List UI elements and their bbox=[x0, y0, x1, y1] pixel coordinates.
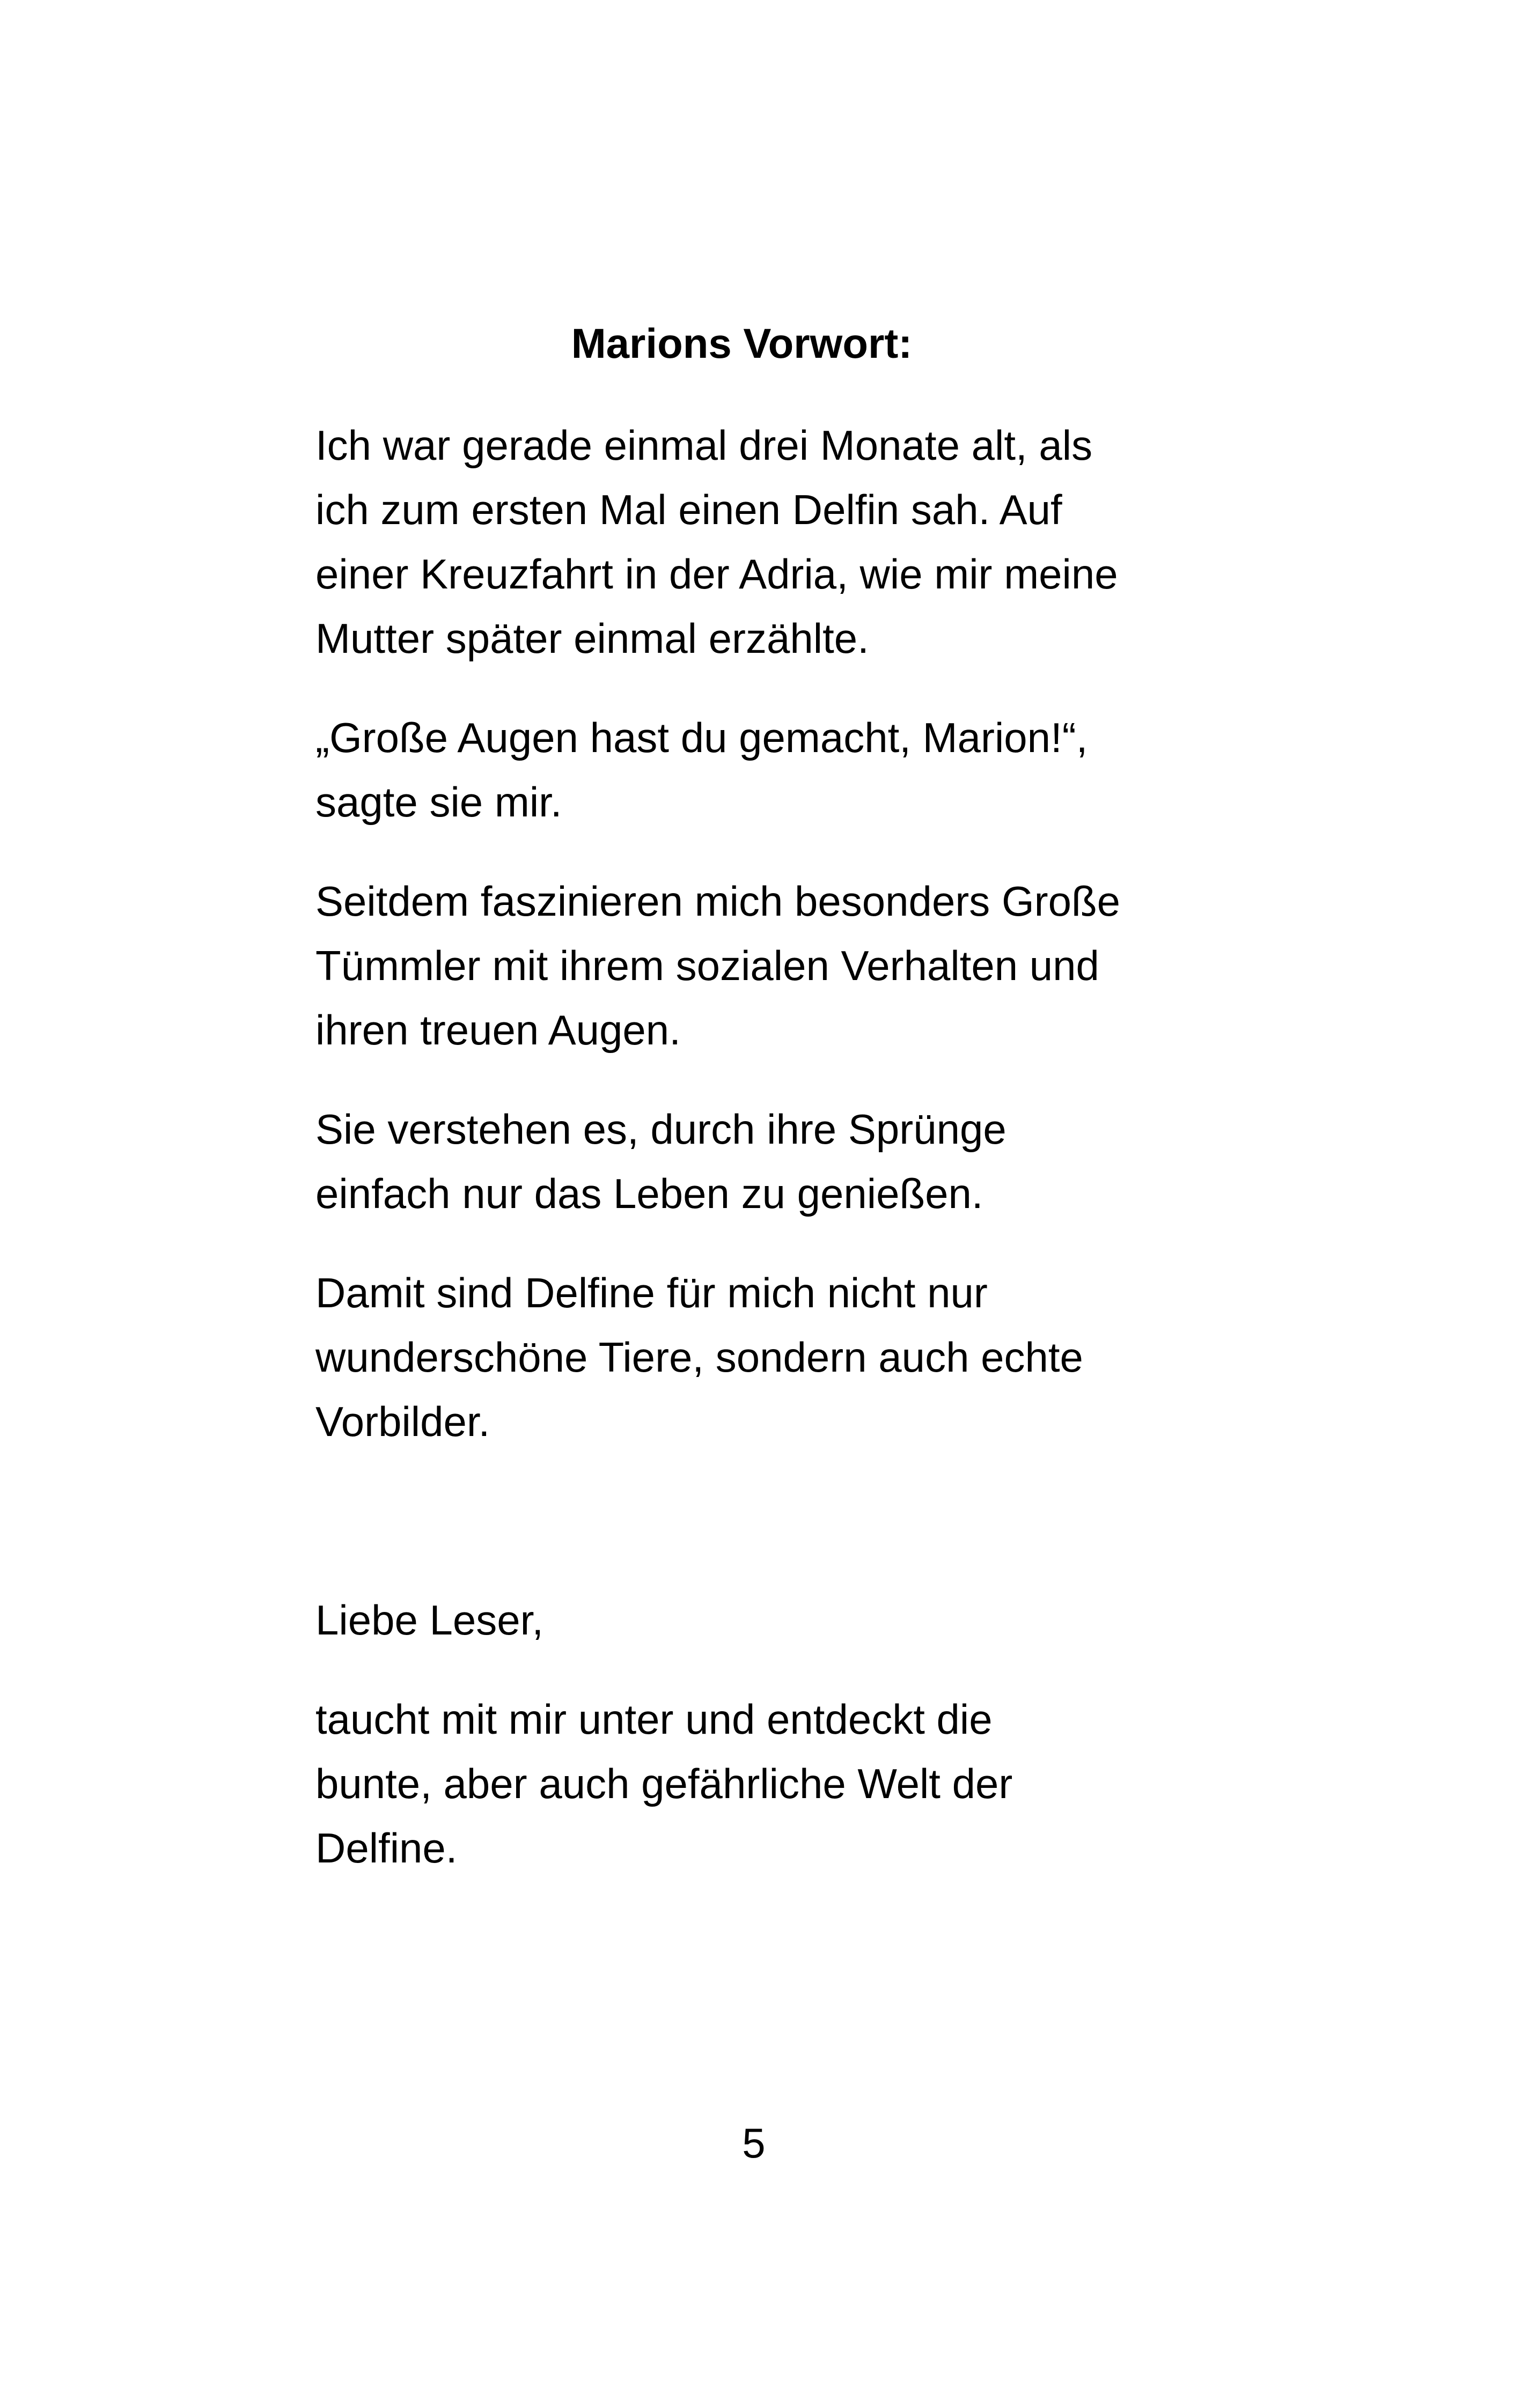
text-line: bunte, aber auch gefährliche Welt der bbox=[315, 1760, 1013, 1807]
paragraph-2 bbox=[315, 705, 1335, 834]
paragraph-5 bbox=[315, 1261, 1335, 1454]
page-title: Marions Vorwort: bbox=[571, 320, 913, 367]
text-line: wunderschöne Tiere, sondern auch echte bbox=[315, 1334, 1083, 1381]
paragraph-1 bbox=[315, 413, 1335, 671]
text-line: einer Kreuzfahrt in der Adria, wie mir meine bbox=[315, 550, 1118, 598]
paragraph-6 bbox=[315, 1687, 1335, 1880]
text-line: Liebe Leser, bbox=[315, 1596, 544, 1644]
text-line: Tümmler mit ihrem sozialen Verhalten und bbox=[315, 942, 1099, 989]
paragraph-4 bbox=[315, 1097, 1335, 1226]
page-number: 5 bbox=[742, 2119, 766, 2167]
paragraph-3 bbox=[315, 869, 1335, 1062]
text-line: ihren treuen Augen. bbox=[315, 1006, 681, 1054]
text-line: Mutter später einmal erzählte. bbox=[315, 615, 869, 662]
text-line: Vorbilder. bbox=[315, 1398, 490, 1445]
text-line: Ich war gerade einmal drei Monate alt, als bbox=[315, 422, 1093, 469]
text-line: „Große Augen hast du gemacht, Marion!“, bbox=[315, 714, 1088, 761]
text-line: einfach nur das Leben zu genießen. bbox=[315, 1170, 983, 1217]
text-line: Sie verstehen es, durch ihre Sprünge bbox=[315, 1106, 1006, 1153]
text-line: ich zum ersten Mal einen Delfin sah. Auf bbox=[315, 486, 1062, 533]
salutation bbox=[315, 1588, 1335, 1652]
text-line: Seitdem faszinieren mich besonders Große bbox=[315, 878, 1121, 925]
text-line: taucht mit mir unter und entdeckt die bbox=[315, 1696, 993, 1743]
text-line: Delfine. bbox=[315, 1824, 458, 1872]
text-line: sagte sie mir. bbox=[315, 778, 562, 826]
text-line: Damit sind Delfine für mich nicht nur bbox=[315, 1269, 988, 1316]
